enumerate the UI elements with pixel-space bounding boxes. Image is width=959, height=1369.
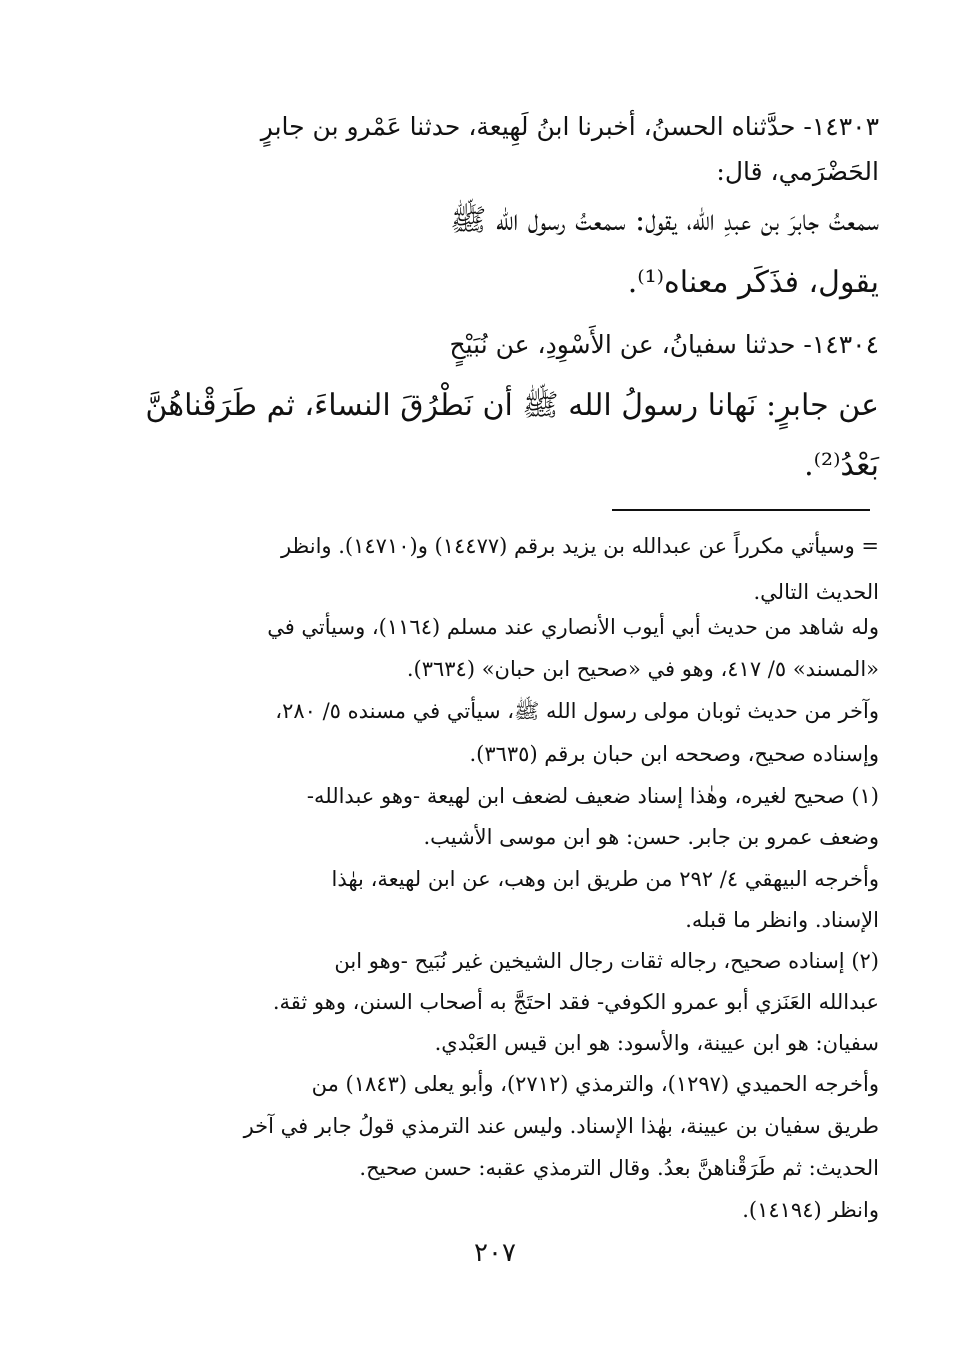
footnote-line: «المسند» ٥/ ٤١٧، وهو في «صحيح ابن حبان» (٣٦٣٤). bbox=[406, 657, 879, 681]
footnote-line: سفيان: هو ابن عيينة، والأسود: هو ابن قيس العَبْدي. bbox=[434, 1031, 879, 1055]
footnote-line: الحديث: ثم طَرَقْناهنَّ بعدُ. وقال الترمذي عقبه: حسن صحيح. bbox=[359, 1156, 879, 1180]
footnote-line: وانظر (١٤١٩٤). bbox=[742, 1198, 879, 1222]
hadith-14303-text-line-2: يقول، فذَكَر معناه⁽¹⁾. bbox=[627, 265, 879, 300]
footnote-line: وأخرجه الحميدي (١٢٩٧)، والترمذي (٢٧١٢)، وأبو يعلى (١٨٤٣) من bbox=[311, 1072, 879, 1096]
footnote-line: وآخر من حديث ثوبان مولى رسول الله ﷺ، سيأتي في مسنده ٥/ ٢٨٠، bbox=[275, 699, 879, 723]
footnote-separator bbox=[612, 509, 870, 511]
hadith-14304-text-line-1: عن جابرٍ: نَهانا رسولُ الله ﷺ أن نَطْرُقَ النساءَ، ثم طَرَقْناهُنَّ bbox=[145, 388, 879, 423]
footnote-line: وله شاهد من حديث أبي أيوب الأنصاري عند مسلم (١١٦٤)، وسيأتي في bbox=[267, 615, 879, 639]
footnote-line: طريق سفيان بن عيينة، بهٰذا الإسناد. وليس عند الترمذي قولُ جابر في آخر bbox=[243, 1114, 879, 1138]
hadith-14304-isnad-line-1: ١٤٣٠٤- حدثنا سفيانُ، عن الأَسْوِدِ، عن نُبَيْحٍ bbox=[449, 330, 879, 359]
page-number: ٢٠٧ bbox=[474, 1238, 516, 1268]
footnote-line: وأخرجه البيهقي ٤/ ٢٩٢ من طريق ابن وهب، عن ابن لهيعة، بهٰذا bbox=[331, 867, 879, 891]
footnote-line: الحديث التالي. bbox=[753, 580, 879, 604]
footnote-line: الإسناد. وانظر ما قبله. bbox=[685, 908, 879, 932]
footnote-line: = وسيأتي مكرراً عن عبدالله بن يزيد برقم (١٤٤٧٧) و(١٤٧١٠). وانظر bbox=[280, 534, 879, 558]
footnote-line: (١) صحيح لغيره، وهٰذا إسناد ضعيف لضعف ابن لهيعة -وهو عبدالله- bbox=[306, 784, 879, 808]
footnote-line: وضعف عمرو بن جابر. حسن: هو ابن موسى الأشيب. bbox=[423, 825, 879, 849]
footnote-line: (٢) إسناده صحيح، رجاله ثقات رجال الشيخين غير نُبَيح -وهو ابن bbox=[334, 949, 879, 973]
hadith-14303-isnad-line-1: ١٤٣٠٣- حدَّثناه الحسنُ، أخبرنا ابنُ لَهِيعة، حدثنا عَمْرو بن جابرٍ bbox=[260, 112, 879, 141]
footnote-line: وإسناده صحيح، وصححه ابن حبان برقم (٣٦٣٥). bbox=[469, 742, 879, 766]
hadith-14303-text-line-1: سمعتُ جابرَ بن عبدِ الله، يقول: سمعتُ رسول الله ﷺ bbox=[450, 203, 879, 238]
footnote-line: عبدالله العَنَزي أبو عمرو الكوفي- فقد احتَجَّ به أصحاب السنن، وهو ثقة. bbox=[272, 990, 879, 1014]
hadith-14303-isnad-line-2: الحَضْرَمي، قال: bbox=[716, 157, 879, 186]
hadith-14304-text-line-2: بَعْدُ⁽²⁾. bbox=[804, 448, 879, 483]
